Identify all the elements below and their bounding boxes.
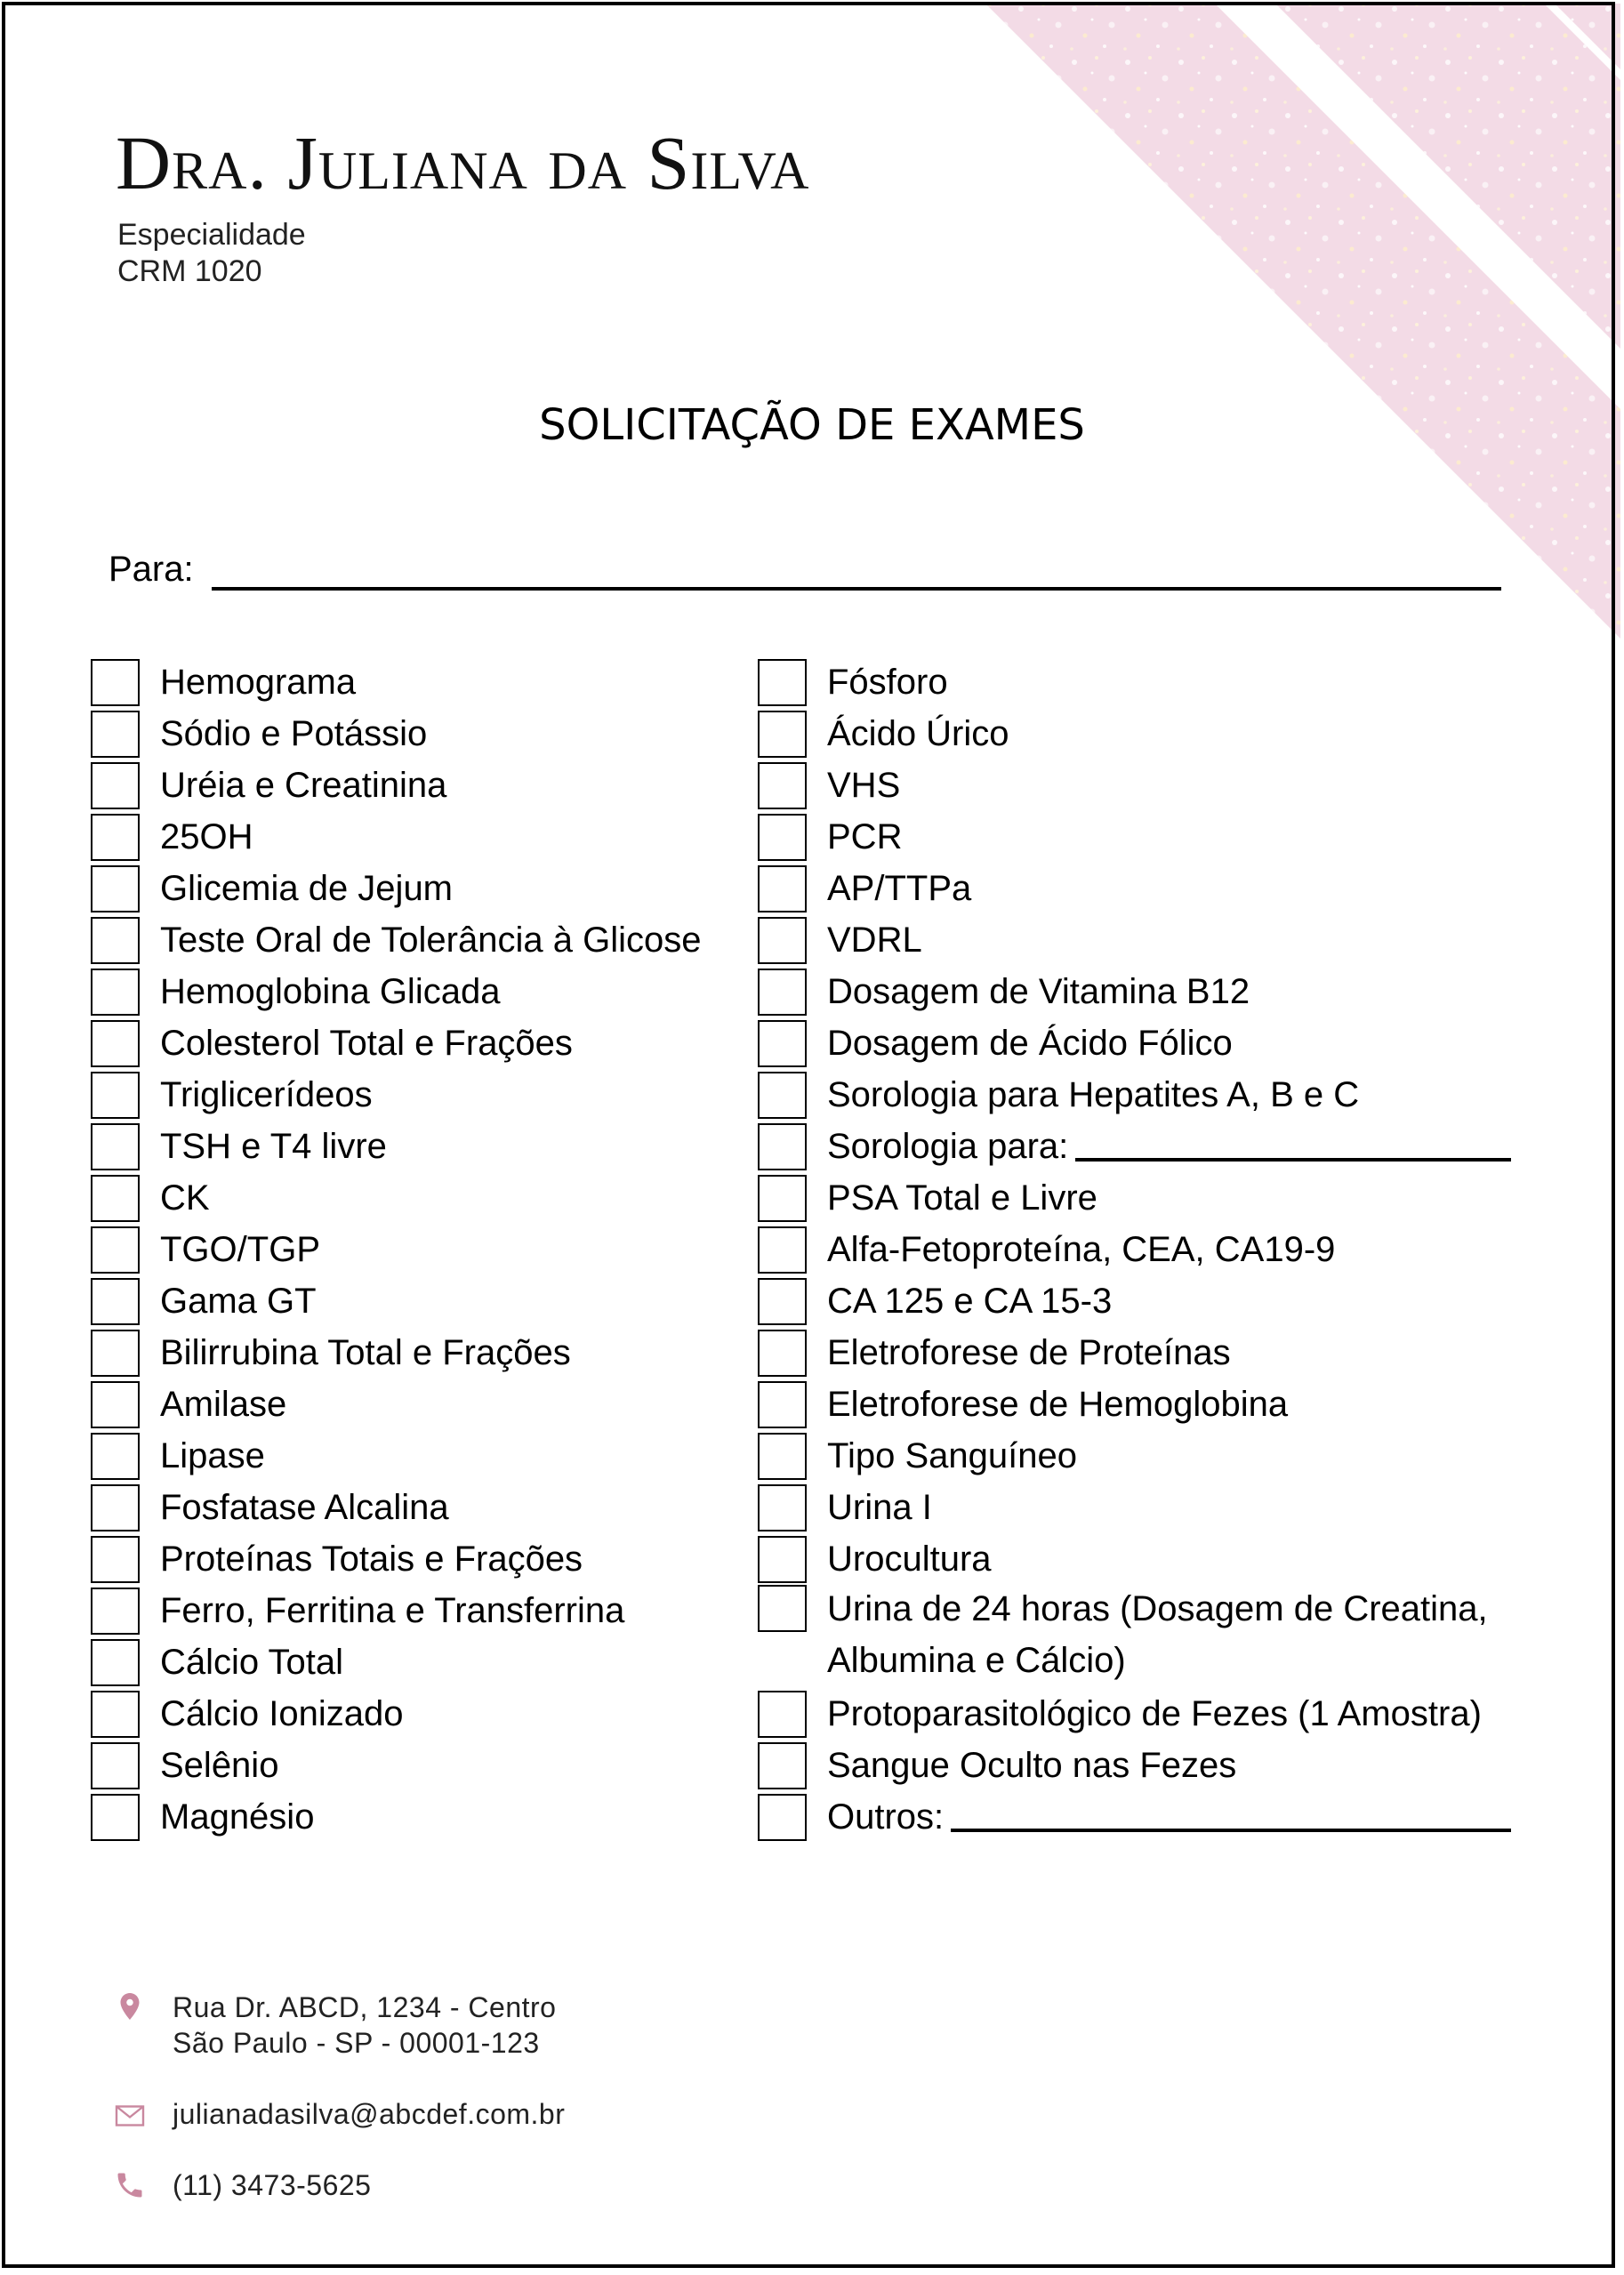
exam-checkbox[interactable] <box>758 659 807 706</box>
exam-label: Amilase <box>160 1385 287 1424</box>
email-link[interactable]: julianadasilva@abcdef.com.br <box>173 2098 566 2130</box>
exam-checkbox[interactable] <box>758 762 807 809</box>
exam-checkbox[interactable] <box>91 1278 140 1325</box>
exam-label: Alfa-Fetoproteína, CEA, CA19-9 <box>827 1230 1336 1269</box>
exam-item <box>91 914 701 966</box>
exam-checkbox[interactable] <box>91 865 140 912</box>
exam-label: Eletroforese de Hemoglobina <box>827 1385 1289 1424</box>
form-title: SOLICITAÇÃO DE EXAMES <box>539 400 1085 450</box>
exam-label: CA 125 e CA 15-3 <box>827 1282 1113 1321</box>
exam-label: 25OH <box>160 817 253 856</box>
doctor-name: Dra. Juliana da Silva <box>116 120 810 205</box>
exam-item <box>91 656 701 708</box>
exam-label: VHS <box>827 766 901 805</box>
exam-item <box>758 1740 1511 1791</box>
exam-checkbox[interactable] <box>91 711 140 758</box>
exam-checkbox[interactable] <box>758 711 807 758</box>
exam-item <box>758 1791 1511 1843</box>
exam-item <box>758 1327 1511 1379</box>
exam-checkbox[interactable] <box>91 1588 140 1635</box>
exam-item <box>758 863 1511 914</box>
sorologia-field[interactable] <box>1075 1158 1511 1162</box>
exam-checkbox[interactable] <box>758 1123 807 1170</box>
exam-checkbox[interactable] <box>91 1484 140 1531</box>
exam-checkbox[interactable] <box>91 1794 140 1841</box>
exam-checkbox[interactable] <box>758 1330 807 1377</box>
exam-item <box>91 1327 701 1379</box>
exam-item <box>91 966 701 1017</box>
exam-checkbox[interactable] <box>758 1742 807 1789</box>
exam-label: PSA Total e Livre <box>827 1178 1097 1218</box>
exam-label: Uréia e Creatinina <box>160 766 447 805</box>
exam-checkbox[interactable] <box>758 1484 807 1531</box>
exam-label: VDRL <box>827 920 922 960</box>
exam-label: Proteínas Totais e Frações <box>160 1539 583 1579</box>
exam-label: Colesterol Total e Frações <box>160 1024 573 1063</box>
exam-item <box>91 1688 701 1740</box>
exam-label: Hemograma <box>160 663 357 702</box>
exam-item <box>91 1172 701 1224</box>
exam-item <box>91 1017 701 1069</box>
exam-list-right <box>758 656 1511 1843</box>
exam-label: TSH e T4 livre <box>160 1127 387 1166</box>
exam-checkbox[interactable] <box>758 1175 807 1222</box>
exam-label: Eletroforese de Proteínas <box>827 1333 1231 1372</box>
exam-label: Sangue Oculto nas Fezes <box>827 1746 1237 1785</box>
exam-label: Fósforo <box>827 663 948 702</box>
exam-item <box>91 1482 701 1533</box>
para-label: Para: <box>109 550 194 589</box>
location-pin-icon <box>114 1990 146 2022</box>
exam-checkbox[interactable] <box>758 865 807 912</box>
exam-item <box>91 1379 701 1430</box>
exam-label: Dosagem de Vitamina B12 <box>827 972 1250 1011</box>
exam-label <box>827 1791 1511 1843</box>
exam-label: Glicemia de Jejum <box>160 869 454 908</box>
exam-checkbox[interactable] <box>91 1381 140 1428</box>
pink-glitter-stripes-decoration <box>0 0 1624 676</box>
exam-item <box>91 1533 701 1585</box>
exam-label: Bilirrubina Total e Frações <box>160 1333 571 1372</box>
exam-checkbox[interactable] <box>91 1123 140 1170</box>
exam-label: Tipo Sanguíneo <box>827 1436 1077 1475</box>
exam-item <box>91 708 701 760</box>
exam-item <box>758 1172 1511 1224</box>
exam-checkbox[interactable] <box>91 1226 140 1274</box>
exam-checkbox[interactable] <box>758 1433 807 1480</box>
exam-item <box>758 1275 1511 1327</box>
exam-item <box>758 914 1511 966</box>
exam-checkbox[interactable] <box>91 969 140 1016</box>
exam-label: Ácido Úrico <box>827 714 1009 753</box>
exam-checkbox[interactable] <box>758 1691 807 1738</box>
exam-label: TGO/TGP <box>160 1230 320 1269</box>
exam-checkbox[interactable] <box>758 1794 807 1841</box>
address-line-1: Rua Dr. ABCD, 1234 - Centro <box>173 1991 557 2023</box>
exam-item <box>91 1585 701 1636</box>
exam-checkbox[interactable] <box>91 762 140 809</box>
exam-checkbox[interactable] <box>91 1691 140 1738</box>
exam-checkbox[interactable] <box>91 1536 140 1583</box>
exam-label: Urina I <box>827 1488 932 1527</box>
exam-label: Selênio <box>160 1746 279 1785</box>
exam-item <box>91 1121 701 1172</box>
exam-label: Cálcio Ionizado <box>160 1694 404 1733</box>
exam-item <box>91 1791 701 1843</box>
exam-item <box>91 1636 701 1688</box>
exam-label: Urocultura <box>827 1539 992 1579</box>
exam-item <box>91 760 701 811</box>
exam-label: Dosagem de Ácido Fólico <box>827 1024 1233 1063</box>
exam-item <box>758 811 1511 863</box>
exam-item <box>758 966 1511 1017</box>
exam-label: Fosfatase Alcalina <box>160 1488 449 1527</box>
exam-checkbox[interactable] <box>91 1175 140 1222</box>
exam-label <box>827 1583 1488 1686</box>
exam-item <box>91 811 701 863</box>
exam-label: Protoparasitológico de Fezes (1 Amostra) <box>827 1694 1482 1733</box>
exam-item <box>758 1224 1511 1275</box>
exam-label: Teste Oral de Tolerância à Glicose <box>160 920 702 960</box>
exam-item <box>91 1224 701 1275</box>
exam-item <box>758 1533 1511 1585</box>
exam-label-line2: Albumina e Cálcio) <box>827 1641 1126 1680</box>
outros-label: Outros: <box>827 1797 945 1837</box>
exam-checkbox[interactable] <box>758 1381 807 1428</box>
exam-label: Sorologia para Hepatites A, B e C <box>827 1075 1360 1114</box>
exam-checkbox[interactable] <box>758 1072 807 1119</box>
exam-item <box>758 1688 1511 1740</box>
exam-checkbox[interactable] <box>758 917 807 964</box>
exam-checkbox[interactable] <box>91 1020 140 1067</box>
exam-item <box>758 1017 1511 1069</box>
exam-label: Ferro, Ferritina e Transferrina <box>160 1591 625 1630</box>
crm-number: CRM 1020 <box>117 254 262 288</box>
exam-item <box>91 1430 701 1482</box>
exam-label: CK <box>160 1178 210 1218</box>
exam-checkbox[interactable] <box>758 1020 807 1067</box>
exam-checkbox[interactable] <box>91 1639 140 1686</box>
exam-item <box>91 1069 701 1121</box>
exam-label <box>827 1121 1511 1172</box>
exam-label-line1: Urina de 24 horas (Dosagem de Creatina, <box>827 1589 1488 1628</box>
exam-label: Sódio e Potássio <box>160 714 428 753</box>
exam-label: Magnésio <box>160 1797 315 1837</box>
exam-checkbox[interactable] <box>758 1226 807 1274</box>
exam-item <box>758 1379 1511 1430</box>
exam-label: Cálcio Total <box>160 1643 344 1682</box>
exam-checkbox[interactable] <box>91 814 140 861</box>
exam-label: Triglicerídeos <box>160 1075 373 1114</box>
phone-icon <box>114 2169 146 2201</box>
exam-checkbox[interactable] <box>91 659 140 706</box>
exam-item <box>91 863 701 914</box>
exam-checkbox[interactable] <box>758 1536 807 1583</box>
envelope-icon <box>114 2100 146 2132</box>
para-recipient-field[interactable] <box>212 587 1501 591</box>
exam-checkbox[interactable] <box>758 1278 807 1325</box>
exam-item <box>758 1069 1511 1121</box>
outros-field[interactable] <box>951 1829 1511 1832</box>
exam-item <box>758 1430 1511 1482</box>
exam-checkbox[interactable] <box>758 814 807 861</box>
exam-checkbox[interactable] <box>91 917 140 964</box>
sorologia-label: Sorologia para: <box>827 1127 1069 1166</box>
specialty-text: Especialidade <box>117 218 306 252</box>
exam-label: Lipase <box>160 1436 265 1475</box>
exam-item <box>758 656 1511 708</box>
exam-item <box>91 1740 701 1791</box>
exam-item <box>758 1585 1511 1688</box>
exam-label: AP/TTPa <box>827 869 972 908</box>
phone-number[interactable]: (11) 3473-5625 <box>173 2169 372 2201</box>
exam-label: Hemoglobina Glicada <box>160 972 501 1011</box>
exam-checkbox[interactable] <box>758 1585 807 1632</box>
exam-checkbox[interactable] <box>758 969 807 1016</box>
exam-list-left <box>91 656 701 1843</box>
exam-checkbox[interactable] <box>91 1330 140 1377</box>
exam-label: PCR <box>827 817 903 856</box>
exam-checkbox[interactable] <box>91 1742 140 1789</box>
exam-item <box>758 760 1511 811</box>
exam-item <box>758 1121 1511 1172</box>
exam-checkbox[interactable] <box>91 1072 140 1119</box>
exam-item <box>758 708 1511 760</box>
address-line-2: São Paulo - SP - 00001-123 <box>173 2027 540 2059</box>
exam-checkbox[interactable] <box>91 1433 140 1480</box>
exam-item <box>758 1482 1511 1533</box>
exam-label: Gama GT <box>160 1282 317 1321</box>
exam-item <box>91 1275 701 1327</box>
